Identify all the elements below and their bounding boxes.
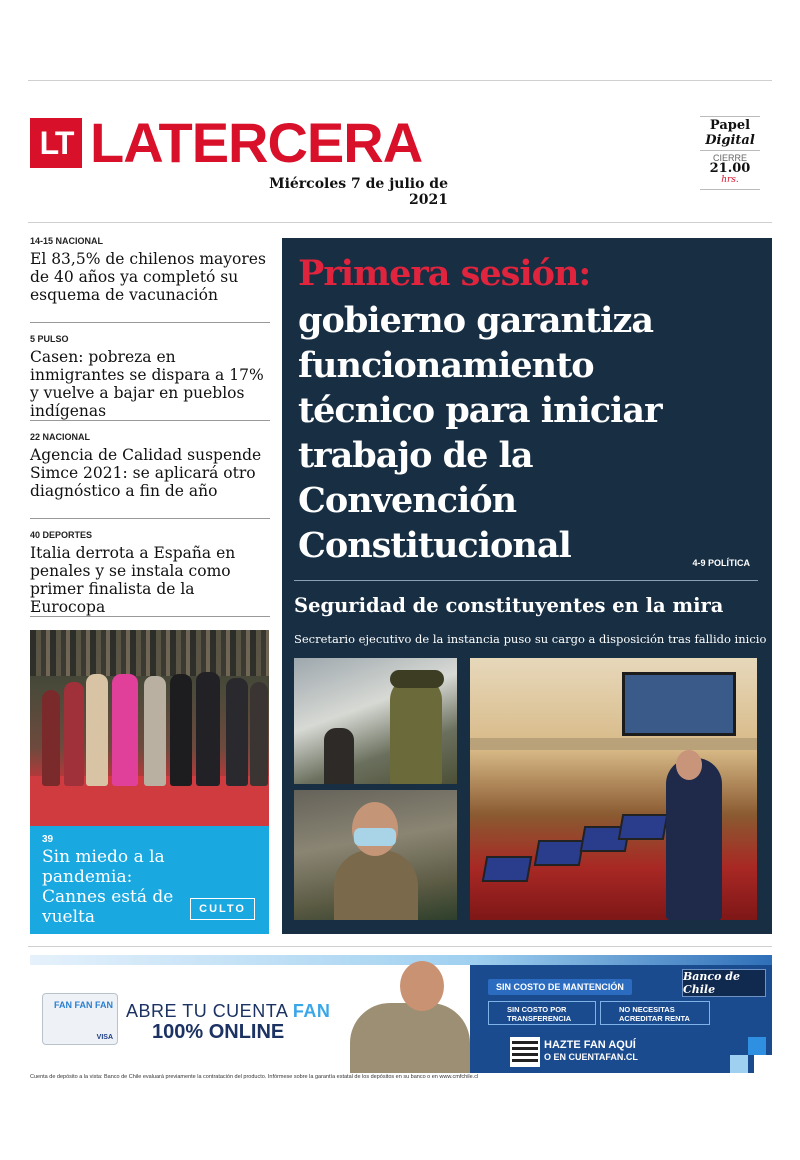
decor-square bbox=[730, 1055, 748, 1073]
story-divider bbox=[30, 616, 270, 617]
ad-call-to-action[interactable] bbox=[544, 1039, 638, 1063]
lead-deck: Secretario ejecutivo de la instancia puso su cargo a disposición tras fallido inicio bbox=[294, 632, 767, 646]
photo-congress-hall[interactable] bbox=[470, 658, 757, 920]
edition-title: Papel bbox=[709, 118, 751, 133]
ad-feature-income: NO NECESITAS ACREDITAR RENTA bbox=[600, 1001, 710, 1025]
photo-figure bbox=[112, 674, 138, 786]
photo-laptop bbox=[482, 856, 533, 882]
photo-figure bbox=[86, 674, 108, 786]
story-kicker: 5 PULSO bbox=[30, 334, 69, 344]
closing-label: CIERRE bbox=[712, 153, 747, 163]
logo-lt-box: LT bbox=[30, 118, 82, 168]
photo-figure bbox=[170, 674, 192, 786]
edition-subtitle: Digital bbox=[700, 133, 760, 151]
qr-code-icon[interactable] bbox=[510, 1037, 540, 1067]
photo-figure bbox=[250, 682, 268, 786]
photo-crowd bbox=[30, 630, 269, 676]
story-headline: Casen: pobreza en inmigrantes se dispara a 17% y vuelve a bajar en pueblos indígenas bbox=[30, 348, 264, 420]
photo-masked-man[interactable] bbox=[294, 790, 457, 920]
card-fan-text: FAN FAN FAN bbox=[53, 1000, 113, 1010]
photo-figure bbox=[42, 690, 60, 786]
story-divider bbox=[30, 420, 270, 421]
lead-headline: gobierno garantiza funcionamiento técnico para iniciar trabajo de la Convención Constitucional bbox=[298, 300, 662, 566]
photo-man-figure bbox=[334, 850, 418, 920]
decor-square bbox=[748, 1037, 766, 1055]
sidebar-story-eurocopa[interactable] bbox=[30, 530, 270, 616]
photo-balcony bbox=[470, 738, 757, 750]
story-headline: Italia derrota a España en penales y se instala como primer finalista de la Eurocopa bbox=[30, 544, 236, 616]
ad-headline-2: 100% ONLINE bbox=[152, 1021, 285, 1043]
photo-laptop bbox=[618, 814, 669, 840]
logo-wordmark: LATERCERA bbox=[90, 111, 423, 174]
ad-headline-1: ABRE TU CUENTA FAN bbox=[126, 1001, 331, 1021]
lead-divider bbox=[294, 580, 758, 581]
ad-man-photo bbox=[330, 959, 470, 1073]
lead-section-ref: 4-9 POLÍTICA bbox=[692, 558, 750, 568]
ad-man-head bbox=[400, 961, 444, 1011]
sidebar-story-vacunacion[interactable] bbox=[30, 236, 270, 304]
newspaper-logo[interactable] bbox=[30, 111, 423, 174]
card-visa-logo: VISA bbox=[96, 1034, 113, 1041]
sidebar-story-simce[interactable] bbox=[30, 432, 270, 500]
ad-badge: SIN COSTO DE MANTENCIÓN bbox=[488, 979, 632, 995]
ad-fine-print: Cuenta de depósito a la vista: Banco de Chile evaluará previamente la contratación del producto. Infórmese sobre la garantía estatal de los depósitos en su banco o en www.cmfchile.cl bbox=[30, 1074, 479, 1080]
story-kicker: 40 DEPORTES bbox=[30, 530, 93, 540]
photo-figure bbox=[64, 682, 84, 786]
photo-official-figure bbox=[666, 758, 722, 920]
story-divider bbox=[30, 322, 270, 323]
photo-guard-figure bbox=[390, 676, 442, 784]
closing-time: 21.00 bbox=[709, 161, 751, 176]
bank-advertisement[interactable] bbox=[30, 955, 772, 1073]
story-divider bbox=[30, 518, 270, 519]
photo-guard-cap bbox=[390, 670, 444, 688]
photo-figure bbox=[226, 678, 248, 786]
photo-figure bbox=[196, 672, 220, 786]
lead-story-panel[interactable] bbox=[282, 238, 772, 934]
photo-guard-officer[interactable] bbox=[294, 658, 457, 784]
closing-unit: hrs. bbox=[721, 175, 739, 185]
ad-man-body bbox=[350, 1003, 470, 1073]
story-kicker: 22 NACIONAL bbox=[30, 432, 91, 442]
masthead-rule bbox=[28, 222, 772, 223]
cta-line-1: HAZTE FAN AQUÍ bbox=[544, 1039, 636, 1051]
issue-date: Miércoles 7 de julio de 2021 bbox=[269, 176, 448, 208]
story-headline: El 83,5% de chilenos mayores de 40 años ya completó su esquema de vacunación bbox=[30, 250, 266, 304]
photo-laptop bbox=[534, 840, 585, 866]
culto-page-number: 39 bbox=[42, 834, 54, 845]
culto-headline: Sin miedo a la pandemia: Cannes está de vuelta bbox=[42, 847, 174, 927]
fan-card-image bbox=[42, 993, 118, 1045]
photo-man-mask bbox=[354, 828, 396, 846]
sidebar-story-casen[interactable] bbox=[30, 334, 270, 420]
culto-teaser[interactable] bbox=[30, 826, 269, 934]
bank-logo: Banco de Chile bbox=[682, 969, 766, 997]
edition-badge bbox=[700, 116, 760, 190]
story-kicker: 14-15 NACIONAL bbox=[30, 236, 104, 246]
photo-official-head bbox=[676, 750, 702, 780]
top-rule bbox=[28, 80, 772, 81]
decor-square bbox=[754, 1055, 772, 1073]
cta-line-2: O EN CUENTAFAN.CL bbox=[544, 1052, 638, 1062]
photo-figure bbox=[144, 676, 166, 786]
ad-top-rule bbox=[28, 946, 772, 947]
story-headline: Agencia de Calidad suspende Simce 2021: se aplicará otro diagnóstico a fin de año bbox=[30, 446, 262, 500]
ad-feature-transfer: SIN COSTO POR TRANSFERENCIA bbox=[488, 1001, 596, 1025]
culto-section-logo: CULTO bbox=[190, 898, 255, 920]
photo-bg-woman bbox=[324, 728, 354, 784]
lead-subhead: Seguridad de constituyentes en la mira bbox=[294, 594, 724, 617]
photo-screen bbox=[622, 672, 736, 736]
cannes-red-carpet-photo[interactable] bbox=[30, 630, 269, 826]
lead-kicker: Primera sesión: bbox=[298, 253, 591, 294]
